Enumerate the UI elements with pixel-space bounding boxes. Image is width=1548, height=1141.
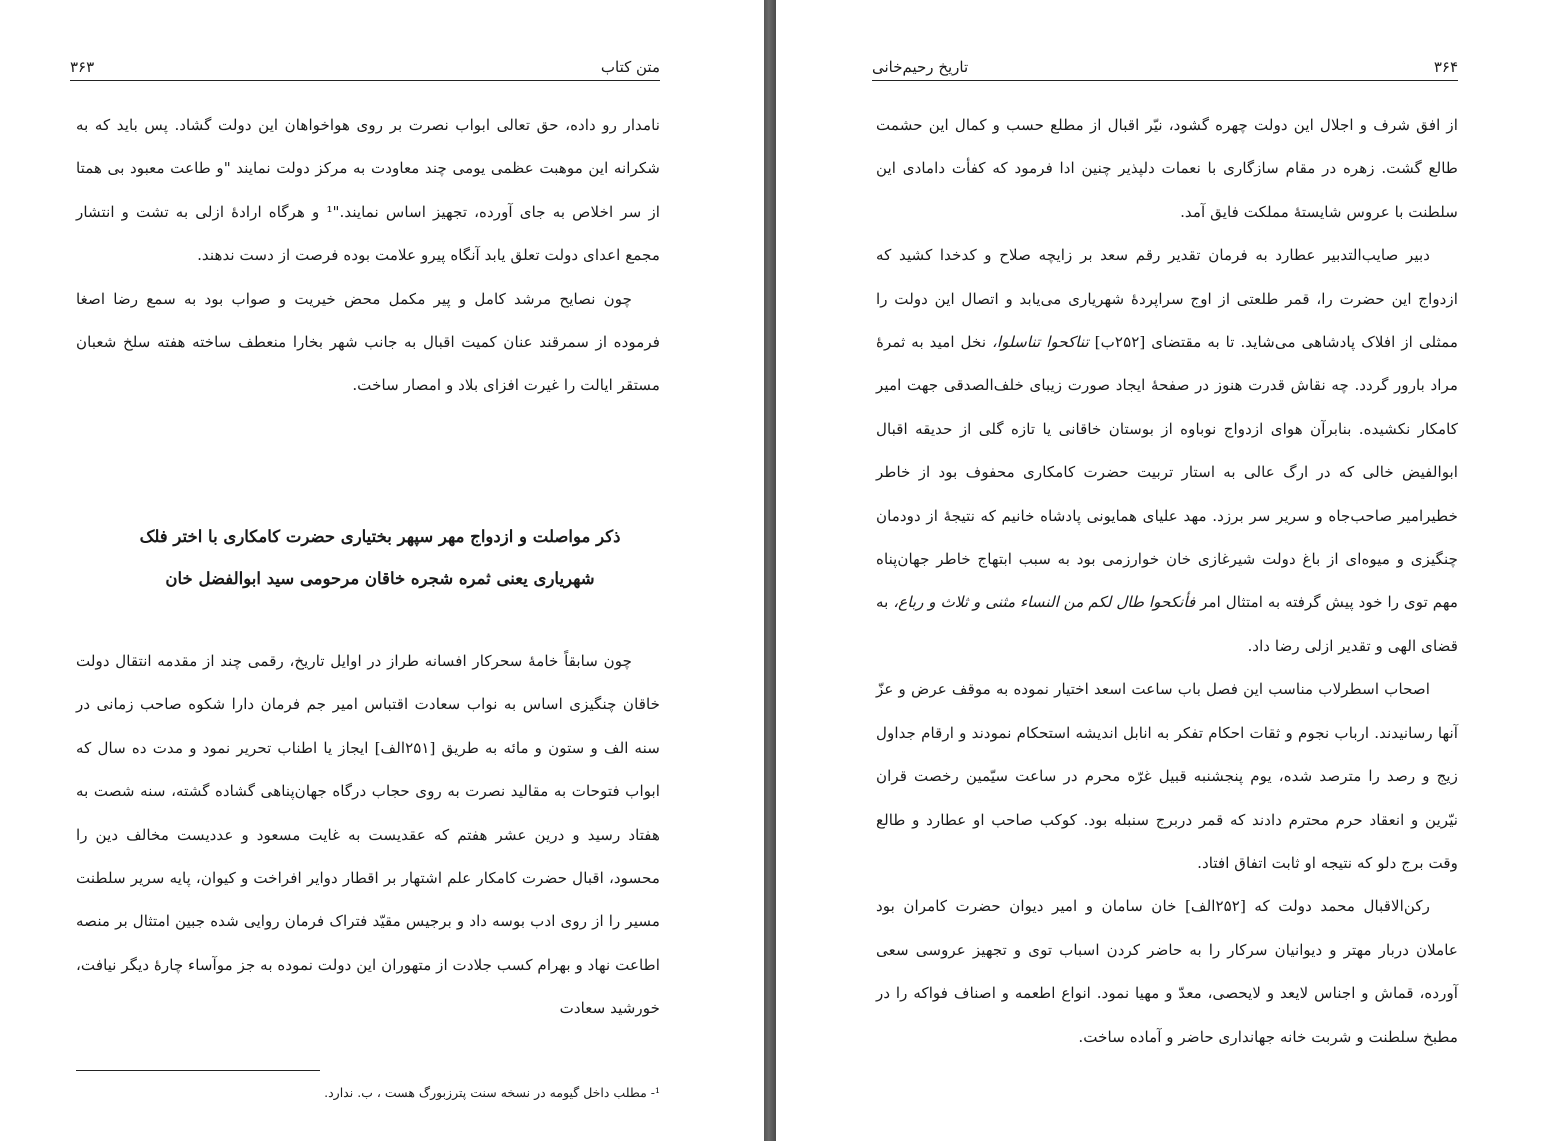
footnote: ¹- مطلب داخل گیومه در نسخه سنت پترزبورگ هست ، ب. ندارد.	[324, 1085, 660, 1100]
paragraph: از افق شرف و اجلال این دولت چهره گشود، نیّر اقبال از مطلع حسب و کمال این حشمت طالع گشت. زهره در مقام سازگاری با نعمات دلپذیر چنین ادا فرمود که کفأت دامادی این سلطنت با عروس شایستهٔ مملکت فایق آمد.	[876, 116, 1458, 221]
paragraph: اصحاب اسطرلاب مناسب این فصل باب ساعت اسعد اختیار نموده به موقف عرض و عزّ آنها رسانیدند. ارباب نجوم و ثقات احکام تفکر به انابل اندیشه استحکام نمودند و ارقام جداول زیج و رصد را مترصد شده، یوم پنجشنبه قبیل غرّه محرم در ساعت سیّمین رخصت قران نیّرین و انعقاد حرم محترم دادند که قمر دربرج سنبله بود. کوکب صاحب او عطارد و طالع وقت برج دلو که نتیجه او ثابت اتفاق افتاد.	[876, 680, 1458, 872]
right-body	[876, 104, 1458, 1059]
left-body-bottom	[76, 640, 660, 1031]
right-page	[776, 0, 1548, 1141]
page-number: ۳۶۳	[70, 58, 95, 76]
paragraph: رکن‌الاقبال محمد دولت که [۲۵۲الف] خان سامان و امیر دیوان حضرت کامران بود عاملان دربار مهتر و دیوانیان سرکار را به حاضر کردن اسباب توی و تجهیز عروسی سعی آورده، قماش و اجناس لایعد و لایحصی، معدّ و مهیا نمود. انواع اطعمه و اصناف فواکه را در مطبخ سلطنت و شربت خانه جهانداری حاضر و آماده ساخت.	[876, 897, 1458, 1046]
page-number: ۳۶۴	[1433, 58, 1458, 76]
footnote-rule	[76, 1070, 320, 1071]
running-head: متن کتاب	[600, 58, 660, 76]
text-run: نخل امید به ثمرهٔ مراد بارور گردد. چه نقاش قدرت هنوز در صفحهٔ ایجاد صورت زیبای خلف‌الصدقی جهت امیر کامکار نکشیده. بنابرآن هوای ازدواج نوباوه از بوستان خاقانی یا تازه گلی از حدیقه اقبال ابوالفیض خالی که در ارگ عالی به استار تربیت حضرت کامکاری محفوف بود از خاطر خطیرامیر صاحب‌جاه و سریر سر برزد. مهد علیای همایونی پادشاه خانیم که نتیجهٔ از دودمان چنگیزی و میوه‌ای از باغ دولت شیرغازی خان خوارزمی بود به سبب ابتهاج خاطر جهان‌پناه مهم توی را خود پیش گرفته به امتثال امر	[876, 333, 1458, 612]
book-gutter	[764, 0, 776, 1141]
right-page-header	[872, 46, 1458, 81]
section-heading	[100, 516, 660, 600]
quran-quote: تناکحوا تناسلوا،	[992, 333, 1089, 352]
running-head: تاریخ رحیم‌خانی	[872, 58, 969, 76]
paragraph	[876, 234, 1458, 668]
left-body-top	[76, 104, 660, 408]
paragraph: چون سابقاً خامهٔ سحرکار افسانه طراز در اوایل تاریخ، رقمی چند از مقدمه انتقال دولت خاقان چنگیزی اساس به نواب سعادت اقتباس امیر جم فرمان دارا شکوه صاحب زمانی در سنه الف و ستون و مائه به طریق [۲۵۱الف] ایجاز یا اطناب تحریر نمود و مدت ده سال که ابواب فتوحات به مقالید نصرت به روی حجاب درگاه جهان‌پناهی گشاده گشته، سنه شصت به هفتاد رسید و درین عشر هفتم که عقدیست به غایت مسعود و عددیست مخالف دین را محسود، اقبال حضرت کامکار علم اشتهار بر اقطار دوایر افراخت و کیوان، پایه سریر سلطنت مسیر را از روی ادب بوسه داد و برجیس مقیّد فتراک فرمان روایی شده جبین امتثال بر منصه اطاعت نهاد و بهرام کسب جلادت از متهوران این دولت نموده به جز موآساء چارهٔ دیگر نیافت، خورشید سعادت	[76, 652, 660, 1018]
paragraph: چون نصایح مرشد کامل و پیر مکمل محض خیریت و صواب بود به سمع رضا اصغا فرموده از سمرقند عنان کمیت اقبال به جانب شهر بخارا منعطف ساخته هفته سلخ شعبان مستقر ایالت را غیرت افزای بلاد و امصار ساخت.	[76, 289, 660, 395]
text-run: دبیر صایب‌التدبیر عطارد به فرمان تقدیر رقم سعد بر زایچه صلاح و کدخدا کشید که ازدواج این حضرت را، قمر طلعتی از اوج سراپردهٔ شهریاری می‌یابد و اتصال این دولت را ممثلی از افلاک پادشاهی می‌شاید. تا به مقتضای [۲۵۲ب]	[876, 246, 1459, 352]
heading-line: شهریاری یعنی ثمره شجره خاقان مرحومی سید ابوالفضل خان	[165, 569, 595, 588]
left-page	[0, 0, 764, 1141]
quran-quote: فأنکحوا طال لکم من النساء مثنی و ثلاث و رباع،	[893, 593, 1196, 612]
paragraph: نامدار رو داده، حق تعالی ابواب نصرت بر روی هواخواهان این دولت گشاد. پس باید که به شکرانه این موهبت عظمی یومی چند معاودت به مرکز دولت نمایند "و طاعت معبود بی همتا از سر اخلاص به جای آورده، تجهیز اساس نمایند."¹ و هرگاه ارادهٔ ازلی به تشت و انتشار مجمع اعدای دولت تعلق یابد آنگاه پیرو علامت بوده فرصت از دست ندهند.	[76, 116, 660, 265]
text-run: به قضای الهی و تقدیر ازلی رضا داد.	[876, 593, 1458, 655]
heading-line: ذکر مواصلت و ازدواج مهر سپهر بختیاری حضرت کامکاری با اختر فلک	[139, 527, 621, 546]
left-page-header	[70, 46, 660, 81]
